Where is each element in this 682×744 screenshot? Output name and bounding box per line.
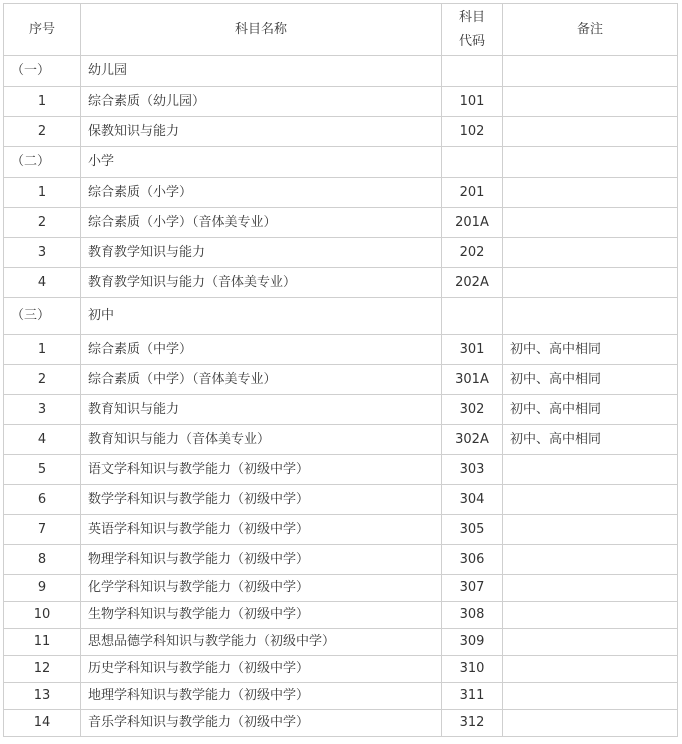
table-row [4, 545, 678, 575]
table-body [4, 4, 678, 737]
cell-subject-name: 初中 [81, 298, 442, 335]
cell-note [503, 656, 678, 683]
cell-subject-code: 311 [442, 683, 503, 710]
cell-subject-code: 301A [442, 365, 503, 395]
table-row [4, 656, 678, 683]
cell-seq: 2 [4, 117, 81, 147]
cell-subject-code: 312 [442, 710, 503, 737]
cell-note [503, 485, 678, 515]
cell-subject-code [442, 298, 503, 335]
table-row [4, 710, 678, 737]
header-code-line2: 代码 [458, 33, 485, 49]
cell-subject-code: 202 [442, 238, 503, 268]
cell-subject-name: 综合素质（小学）（音体美专业） [81, 208, 442, 238]
cell-note [503, 238, 678, 268]
cell-seq: 1 [4, 178, 81, 208]
cell-seq: 1 [4, 335, 81, 365]
cell-seq: （一） [4, 56, 81, 87]
cell-subject-name: 数学学科知识与教学能力（初级中学） [81, 485, 442, 515]
cell-subject-name: 教育教学知识与能力（音体美专业） [81, 268, 442, 298]
table-row [4, 238, 678, 268]
cell-subject-name: 历史学科知识与教学能力（初级中学） [81, 656, 442, 683]
cell-subject-code: 309 [442, 629, 503, 656]
table-row [4, 515, 678, 545]
cell-subject-name: 综合素质（中学）（音体美专业） [81, 365, 442, 395]
cell-subject-code: 304 [442, 485, 503, 515]
cell-note [503, 575, 678, 602]
cell-note [503, 545, 678, 575]
subject-table [3, 3, 678, 737]
header-row [4, 4, 678, 56]
cell-subject-code: 307 [442, 575, 503, 602]
table-row [4, 268, 678, 298]
cell-note: 初中、高中相同 [503, 365, 678, 395]
cell-subject-name: 物理学科知识与教学能力（初级中学） [81, 545, 442, 575]
cell-subject-name: 小学 [81, 147, 442, 178]
cell-subject-code: 302 [442, 395, 503, 425]
cell-note [503, 683, 678, 710]
header-subject-code [442, 4, 503, 56]
cell-subject-code: 102 [442, 117, 503, 147]
cell-seq: 5 [4, 455, 81, 485]
cell-subject-name: 思想品德学科知识与教学能力（初级中学） [81, 629, 442, 656]
cell-note [503, 208, 678, 238]
table-row [4, 117, 678, 147]
cell-subject-name: 生物学科知识与教学能力（初级中学） [81, 602, 442, 629]
cell-subject-name: 幼儿园 [81, 56, 442, 87]
header-note: 备注 [503, 4, 678, 56]
cell-subject-code: 301 [442, 335, 503, 365]
cell-seq: 12 [4, 656, 81, 683]
cell-note: 初中、高中相同 [503, 335, 678, 365]
header-code-line1: 科目 [458, 9, 485, 25]
cell-seq: 6 [4, 485, 81, 515]
cell-seq: 11 [4, 629, 81, 656]
table-row [4, 455, 678, 485]
cell-subject-name: 保教知识与能力 [81, 117, 442, 147]
cell-subject-name: 英语学科知识与教学能力（初级中学） [81, 515, 442, 545]
table-row [4, 683, 678, 710]
group-row [4, 56, 678, 87]
cell-note [503, 117, 678, 147]
table-row [4, 335, 678, 365]
table-row [4, 87, 678, 117]
cell-seq: 13 [4, 683, 81, 710]
cell-subject-code: 201A [442, 208, 503, 238]
cell-subject-name: 综合素质（中学） [81, 335, 442, 365]
cell-note: 初中、高中相同 [503, 425, 678, 455]
cell-subject-name: 音乐学科知识与教学能力（初级中学） [81, 710, 442, 737]
header-seq: 序号 [4, 4, 81, 56]
cell-subject-code: 302A [442, 425, 503, 455]
cell-note [503, 87, 678, 117]
cell-subject-name: 教育知识与能力（音体美专业） [81, 425, 442, 455]
cell-seq: 8 [4, 545, 81, 575]
cell-note [503, 268, 678, 298]
cell-seq: 1 [4, 87, 81, 117]
cell-subject-code: 201 [442, 178, 503, 208]
cell-subject-code: 305 [442, 515, 503, 545]
cell-subject-code: 306 [442, 545, 503, 575]
cell-subject-name: 教育知识与能力 [81, 395, 442, 425]
cell-note [503, 455, 678, 485]
header-subject-name: 科目名称 [81, 4, 442, 56]
cell-subject-name: 化学学科知识与教学能力（初级中学） [81, 575, 442, 602]
table-row [4, 602, 678, 629]
cell-seq: 2 [4, 365, 81, 395]
cell-subject-name: 教育教学知识与能力 [81, 238, 442, 268]
cell-seq: 2 [4, 208, 81, 238]
cell-note [503, 298, 678, 335]
table-row [4, 395, 678, 425]
cell-subject-code [442, 147, 503, 178]
cell-note [503, 147, 678, 178]
cell-note [503, 602, 678, 629]
cell-subject-name: 综合素质（幼儿园） [81, 87, 442, 117]
cell-note [503, 629, 678, 656]
cell-seq: 9 [4, 575, 81, 602]
cell-subject-code: 303 [442, 455, 503, 485]
cell-seq: 7 [4, 515, 81, 545]
cell-subject-code: 310 [442, 656, 503, 683]
cell-note: 初中、高中相同 [503, 395, 678, 425]
cell-seq: 3 [4, 238, 81, 268]
table-row [4, 575, 678, 602]
cell-subject-code: 202A [442, 268, 503, 298]
cell-subject-name: 语文学科知识与教学能力（初级中学） [81, 455, 442, 485]
cell-seq: 10 [4, 602, 81, 629]
cell-note [503, 56, 678, 87]
cell-seq: 4 [4, 268, 81, 298]
cell-seq: （二） [4, 147, 81, 178]
cell-seq: 14 [4, 710, 81, 737]
cell-subject-code: 308 [442, 602, 503, 629]
cell-subject-code [442, 56, 503, 87]
cell-subject-name: 地理学科知识与教学能力（初级中学） [81, 683, 442, 710]
cell-seq: 3 [4, 395, 81, 425]
table-row [4, 178, 678, 208]
group-row [4, 298, 678, 335]
table-row [4, 365, 678, 395]
cell-subject-name: 综合素质（小学） [81, 178, 442, 208]
table-row [4, 208, 678, 238]
cell-subject-code: 101 [442, 87, 503, 117]
group-row [4, 147, 678, 178]
cell-note [503, 178, 678, 208]
table-row [4, 629, 678, 656]
table-row [4, 425, 678, 455]
cell-note [503, 515, 678, 545]
cell-seq: 4 [4, 425, 81, 455]
cell-seq: （三） [4, 298, 81, 335]
cell-note [503, 710, 678, 737]
table-row [4, 485, 678, 515]
